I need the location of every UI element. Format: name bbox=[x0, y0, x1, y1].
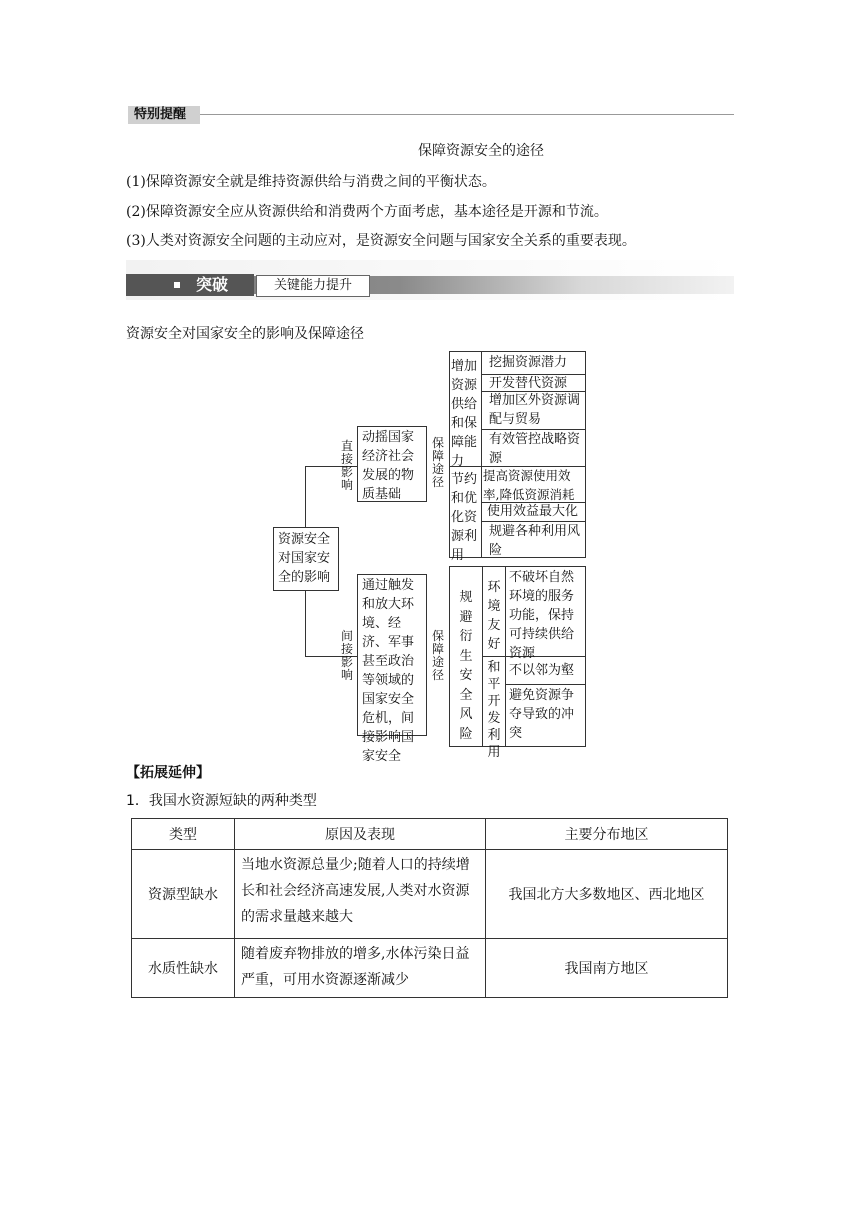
extension-subheading: 1．我国水资源短缺的两种类型 bbox=[126, 793, 317, 809]
save-item-2: 使用效益最大化 bbox=[487, 504, 579, 519]
tip-title: 保障资源安全的途径 bbox=[418, 143, 544, 159]
table-header-cell: 主要分布地区 bbox=[486, 819, 728, 850]
table-cell: 当地水资源总量少;随着人口的持续增长和社会经济高速发展,人类对水资源的需求量越来越大 bbox=[235, 850, 486, 939]
increase-item-2: 开发替代资源 bbox=[489, 376, 568, 391]
peace-item-1: 不以邻为壑 bbox=[509, 663, 575, 678]
table-cell: 随着废弃物排放的增多,水体污染日益严重，可用水资源逐渐减少 bbox=[235, 939, 486, 998]
guarantee-label-lower: 保障途径 bbox=[431, 629, 444, 682]
guarantee-label-upper: 保障途径 bbox=[431, 436, 444, 489]
divider-line bbox=[481, 351, 482, 558]
table-cell: 资源型缺水 bbox=[132, 850, 235, 939]
increase-supply-label: 增加资源供给和保障能力 bbox=[451, 359, 478, 469]
tip-line-2: (2)保障资源安全应从资源供给和消费两个方面考虑，基本途径是开源和节流。 bbox=[126, 204, 608, 220]
connector-line bbox=[305, 466, 306, 527]
extension-header: 【拓展延伸】 bbox=[126, 765, 210, 781]
water-shortage-table bbox=[131, 818, 728, 998]
tip-line-3: (3)人类对资源安全问题的主动应对，是资源安全问题与国家安全关系的重要表现。 bbox=[126, 233, 636, 249]
banner-breakthrough-label: 突破 bbox=[196, 275, 229, 294]
table-header-cell: 类型 bbox=[132, 819, 235, 850]
env-friendly-label: 环境友好 bbox=[487, 580, 501, 652]
diagram-title: 资源安全对国家安全的影响及保障途径 bbox=[126, 326, 364, 342]
peace-item-2: 避免资源争夺导致的冲突 bbox=[509, 688, 575, 741]
table-cell: 水质性缺水 bbox=[132, 939, 235, 998]
env-item: 不破坏自然环境的服务功能，保持可持续供给资源 bbox=[509, 570, 575, 661]
table-cell: 我国北方大多数地区、西北地区 bbox=[486, 850, 728, 939]
tip-tag: 特别提醒 bbox=[128, 106, 200, 124]
table-cell: 我国南方地区 bbox=[486, 939, 728, 998]
table-header-cell: 原因及表现 bbox=[235, 819, 486, 850]
indirect-box-text: 通过触发和放大环境、经济、军事甚至政治等领域的国家安全危机，间接影响国家安全 bbox=[362, 578, 415, 764]
tip-line-1: (1)保障资源安全就是维持资源供给与消费之间的平衡状态。 bbox=[126, 174, 496, 190]
banner-breakthrough bbox=[126, 274, 254, 296]
save-item-1: 提高资源使用效率,降低资源消耗 bbox=[483, 468, 575, 502]
increase-item-1: 挖掘资源潜力 bbox=[489, 355, 568, 370]
peace-dev-label: 和平开发利用 bbox=[487, 660, 501, 760]
save-item-3: 规避各种利用风险 bbox=[489, 524, 581, 558]
increase-item-4: 有效管控战略资源 bbox=[489, 432, 581, 466]
divider-line bbox=[505, 684, 586, 685]
square-icon bbox=[174, 282, 180, 288]
connector-line bbox=[305, 591, 306, 656]
indirect-influence-label: 间接影响 bbox=[340, 629, 353, 682]
root-label: 资源安全对国家安全的影响 bbox=[278, 532, 331, 585]
increase-item-3: 增加区外资源调配与贸易 bbox=[489, 393, 581, 427]
avoid-risk-label: 规避衍生安全风险 bbox=[459, 590, 473, 742]
table-row bbox=[132, 939, 728, 998]
table-header-row bbox=[132, 819, 728, 850]
banner-ability: 关键能力提升 bbox=[256, 275, 370, 297]
tip-divider bbox=[200, 114, 734, 115]
direct-influence-label: 直接影响 bbox=[340, 439, 353, 492]
direct-box-text: 动摇国家经济社会发展的物质基础 bbox=[362, 430, 415, 502]
save-optimize-label: 节约和优化资源利用 bbox=[451, 472, 478, 563]
table-row bbox=[132, 850, 728, 939]
